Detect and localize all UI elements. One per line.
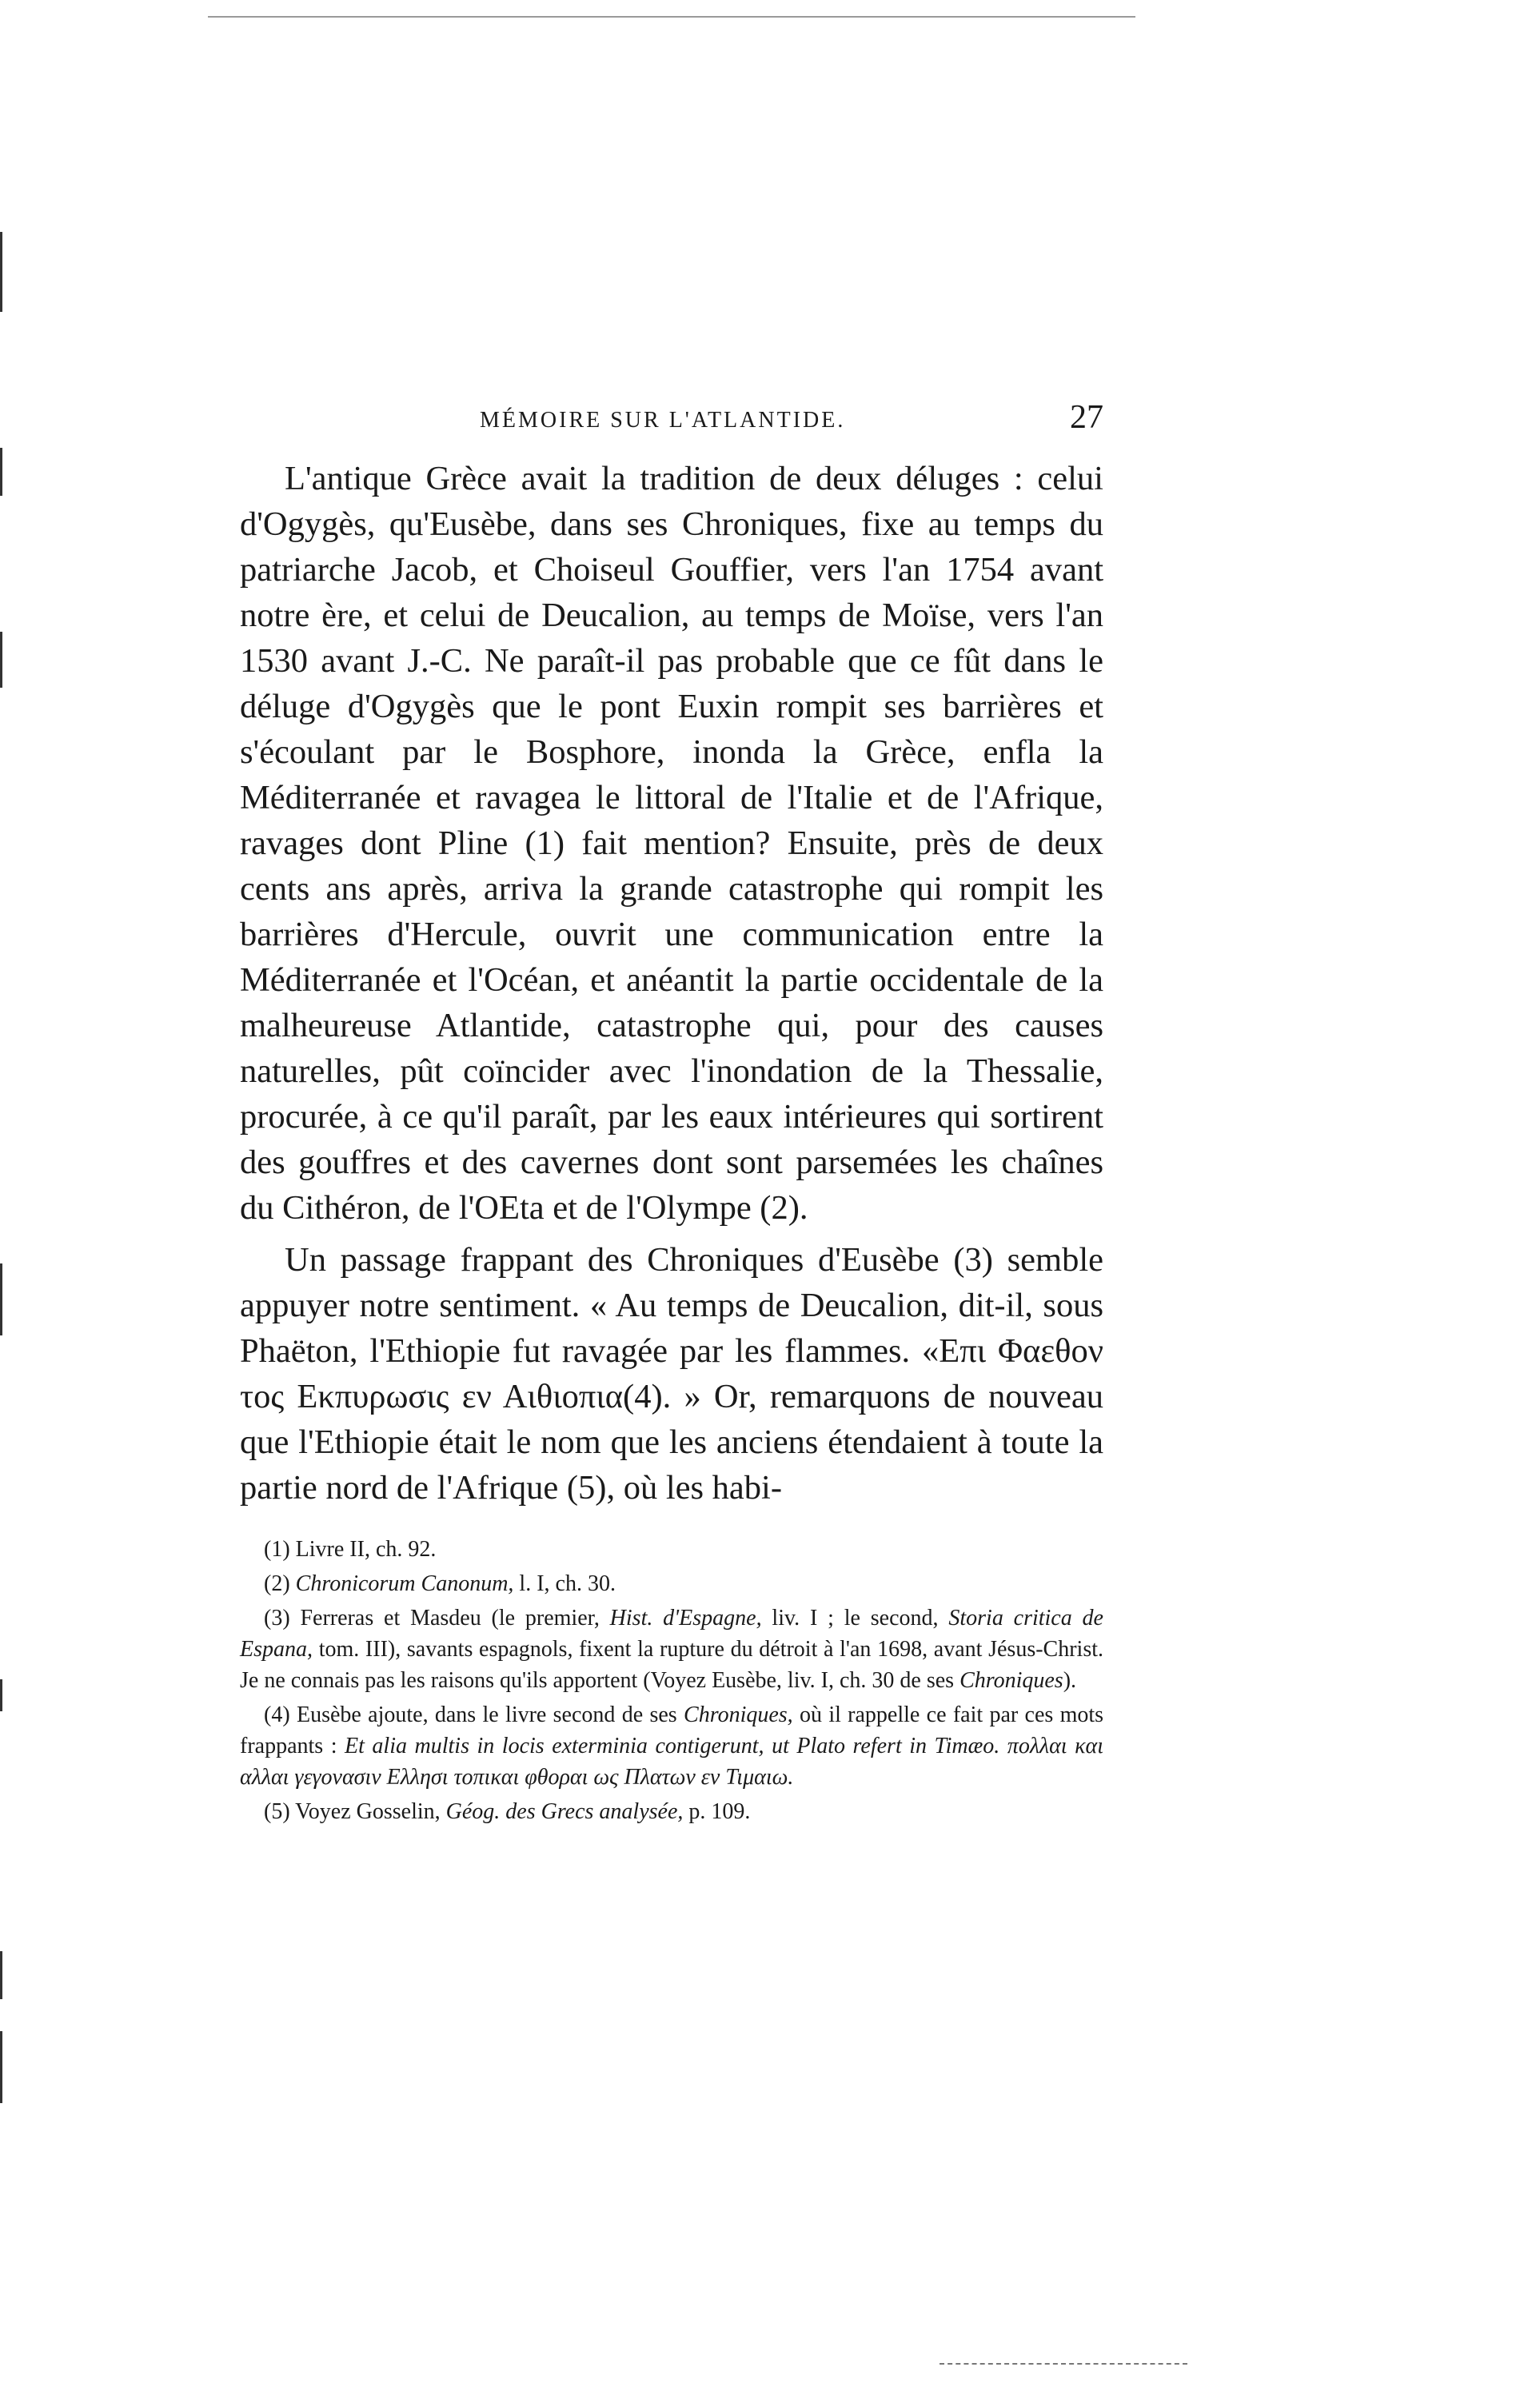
footnote-1 — [240, 1534, 1103, 1565]
main-text — [240, 456, 1103, 1511]
footnote-title: Chronicorum Canonum, — [295, 1571, 514, 1596]
footnote-2 — [240, 1568, 1103, 1599]
footnote-text: Livre II, ch. 92. — [295, 1537, 437, 1562]
paragraph: L'antique Grèce avait la tradition de deux déluges : celui d'Ogygès, qu'Eusèbe, dans ses Chroniques, fixe au temps du patriarche Jacob, et Choiseul Gouffier, vers l'an 1754 avant notre ère, et celui de Deucalion, au temps de Moïse, vers l'an 1530 avant J.-C. Ne paraît-il pas probable que ce fût dans le déluge d'Ogygès que le pont Euxin rompit ses barrières et s'écoulant par le Bosphore, inonda la Grèce, enfla la Méditerranée et ravagea le littoral de l'Italie et de l'Afrique, ravages dont Pline (1) fait mention? Ensuite, près de deux cents ans après, arriva la grande catastrophe qui rompit les barrières d'Hercule, ouvrit une communication entre la Méditerranée et l'Océan, et anéantit la partie occidentale de la malheureuse Atlantide, catastrophe qui, pour des causes naturelles, pût coïncider avec l'inondation de la Thessalie, procurée, à ce qu'il paraît, par les eaux intérieures qui sortirent des gouffres et des cavernes dont sont parsemées les chaînes du Cithéron, de l'OEta et de l'Olympe (2). — [240, 460, 1103, 1227]
footnote-text: où il rappelle ce fait par ces mots frappants : — [240, 1702, 1104, 1758]
footnote-text: tom. III), savants espagnols, fixent la rupture du détroit à l'an 1698, avant Jésus-Christ. Je ne connais pas les raisons qu'ils apportent (Voyez Eusèbe, liv. I, ch. 30 de ses — [240, 1637, 1103, 1693]
footnote-title: Storia critica de Espana, — [240, 1606, 1103, 1662]
footnote-text: Eusèbe ajoute, dans le livre second de ses — [296, 1702, 677, 1727]
footnote-4 — [240, 1699, 1103, 1793]
margin-mark — [0, 448, 2, 496]
footnote-title: Chroniques — [960, 1668, 1063, 1693]
footnote-text: l. I, ch. 30. — [519, 1571, 616, 1596]
footnote-text: liv. I ; le second, — [772, 1606, 939, 1631]
footnote-greek-quote: πολλαι και αλλαι γεγονασιν Ελλησι τοπικαι φθοραι ως Πλατων εν Τιμαιω. — [240, 1734, 1103, 1790]
footnote-title: Géog. des Grecs analysée, — [445, 1799, 684, 1824]
footnote-title: Hist. d'Espagne, — [609, 1606, 762, 1631]
footnote-5 — [240, 1796, 1103, 1827]
margin-mark — [0, 632, 2, 688]
margin-mark — [0, 2031, 2, 2103]
footnote-3 — [240, 1603, 1103, 1696]
footnote-number: (3) — [264, 1606, 290, 1631]
top-edge-rule — [208, 16, 1135, 18]
footnote-number: (1) — [264, 1537, 290, 1562]
footnote-text: Ferreras et Masdeu (le premier, — [300, 1606, 600, 1631]
paragraph: Un passage frappant des Chroniques d'Eusèbe (3) semble appuyer notre sentiment. « Au temps de Deucalion, dit-il, sous Phaëton, l'Ethiopie fut ravagée par les flammes. «Επι Φαεθον τος Εκπυρωσις εν Αιθιοπια(4). » Or, remarquons de nouveau que l'Ethiopie était le nom que les anciens étendaient à toute la partie nord de l'Afrique (5), où les habi- — [240, 1241, 1103, 1507]
page-number: 27 — [1070, 399, 1103, 436]
footnote-text: Voyez Gosselin, — [295, 1799, 441, 1824]
margin-mark — [0, 232, 2, 312]
footnote-latin-quote: Et alia multis in locis exterminia contigerunt, ut Plato refert in Timæo. — [345, 1734, 1000, 1758]
margin-mark — [0, 1951, 2, 1999]
footnotes — [240, 1534, 1103, 1830]
footnote-text: ). — [1063, 1668, 1077, 1693]
bottom-edge-dashes — [940, 2363, 1187, 2365]
footnote-title: Chroniques, — [684, 1702, 793, 1727]
footnote-number: (4) — [264, 1702, 290, 1727]
footnote-text: p. 109. — [688, 1799, 751, 1824]
page-header — [240, 398, 1103, 446]
footnote-number: (2) — [264, 1571, 290, 1596]
running-title: MÉMOIRE SUR L'ATLANTIDE. — [480, 408, 846, 433]
margin-mark — [0, 1679, 2, 1711]
margin-mark — [0, 1263, 2, 1335]
footnote-number: (5) — [264, 1799, 290, 1824]
